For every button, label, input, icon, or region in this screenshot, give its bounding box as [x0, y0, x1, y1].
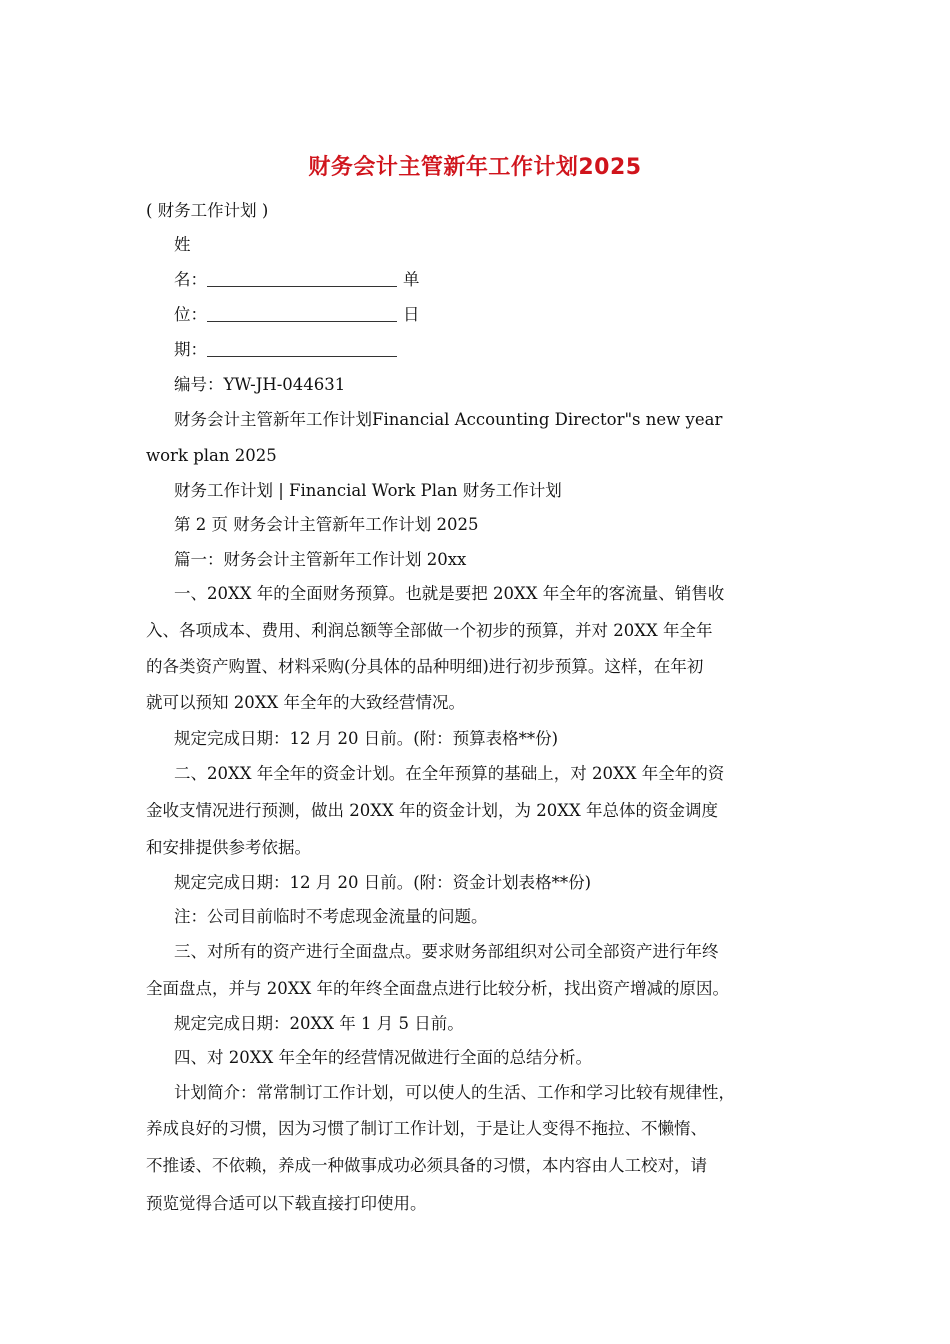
body-line-11: 金收支情况进行预测，做出 20XX 年的资金计划，为 20XX 年总体的资金调度 — [146, 801, 718, 820]
body-line-6: 入、各项成本、费用、利润总额等全部做一个初步的预算，并对 20XX 年全年 — [146, 621, 713, 640]
unit-field-row — [174, 304, 420, 326]
name-field-row — [174, 269, 420, 291]
body-line-12: 和安排提供参考依据。 — [146, 838, 311, 857]
body-line-8: 就可以预知 20XX 年全年的大致经营情况。 — [146, 693, 465, 712]
body-line-13: 规定完成日期：12 月 20 日前。(附：资金计划表格**份) — [174, 873, 592, 892]
body-line-3: 第 2 页 财务会计主管新年工作计划 2025 — [174, 515, 479, 534]
body-line-10: 二、20XX 年全年的资金计划。在全年预算的基础上，对 20XX 年全年的资 — [174, 764, 725, 783]
unit-label: 位： — [174, 305, 207, 324]
date-label: 期： — [174, 340, 207, 359]
body-line-9: 规定完成日期：12 月 20 日前。(附：预算表格**份) — [174, 729, 559, 748]
body-line-17: 规定完成日期：20XX 年 1 月 5 日前。 — [174, 1014, 464, 1033]
document-code: 编号：YW-JH-044631 — [174, 375, 346, 394]
date-label-top: 日 — [403, 305, 420, 324]
body-line-4: 篇一：财务会计主管新年工作计划 20xx — [174, 550, 467, 569]
body-line-15: 三、对所有的资产进行全面盘点。要求财务部组织对公司全部资产进行年终 — [174, 942, 719, 961]
body-line-5: 一、20XX 年的全面财务预算。也就是要把 20XX 年全年的客流量、销售收 — [174, 584, 725, 603]
date-blank — [207, 340, 397, 357]
name-label: 名： — [174, 270, 207, 289]
body-line-21: 不推诿、不依赖，养成一种做事成功必须具备的习惯，本内容由人工校对，请 — [146, 1156, 707, 1175]
body-line-0: 财务会计主管新年工作计划Financial Accounting Director"s new year — [174, 410, 723, 429]
body-line-1: work plan 2025 — [146, 446, 277, 465]
date-field-row — [174, 339, 403, 361]
body-line-18: 四、对 20XX 年全年的经营情况做进行全面的总结分析。 — [174, 1048, 592, 1067]
unit-blank — [207, 305, 397, 322]
name-blank — [207, 270, 397, 287]
body-line-20: 养成良好的习惯，因为习惯了制订工作计划，于是让人变得不拖拉、不懒惰、 — [146, 1119, 707, 1138]
body-line-22: 预览觉得合适可以下载直接打印使用。 — [146, 1194, 427, 1213]
category-line: ( 财务工作计划 ) — [146, 201, 269, 220]
body-line-2: 财务工作计划 | Financial Work Plan 财务工作计划 — [174, 481, 562, 500]
document-title: 财务会计主管新年工作计划2025 — [308, 155, 642, 180]
name-label-top: 姓 — [174, 235, 191, 254]
body-line-19: 计划简介：常常制订工作计划，可以使人的生活、工作和学习比较有规律性， — [174, 1083, 735, 1102]
body-line-7: 的各类资产购置、材料采购(分具体的品种明细)进行初步预算。这样，在年初 — [146, 657, 704, 676]
body-line-14: 注：公司目前临时不考虑现金流量的问题。 — [174, 907, 488, 926]
unit-label-top: 单 — [403, 270, 420, 289]
body-line-16: 全面盘点，并与 20XX 年的年终全面盘点进行比较分析，找出资产增减的原因。 — [146, 979, 729, 998]
